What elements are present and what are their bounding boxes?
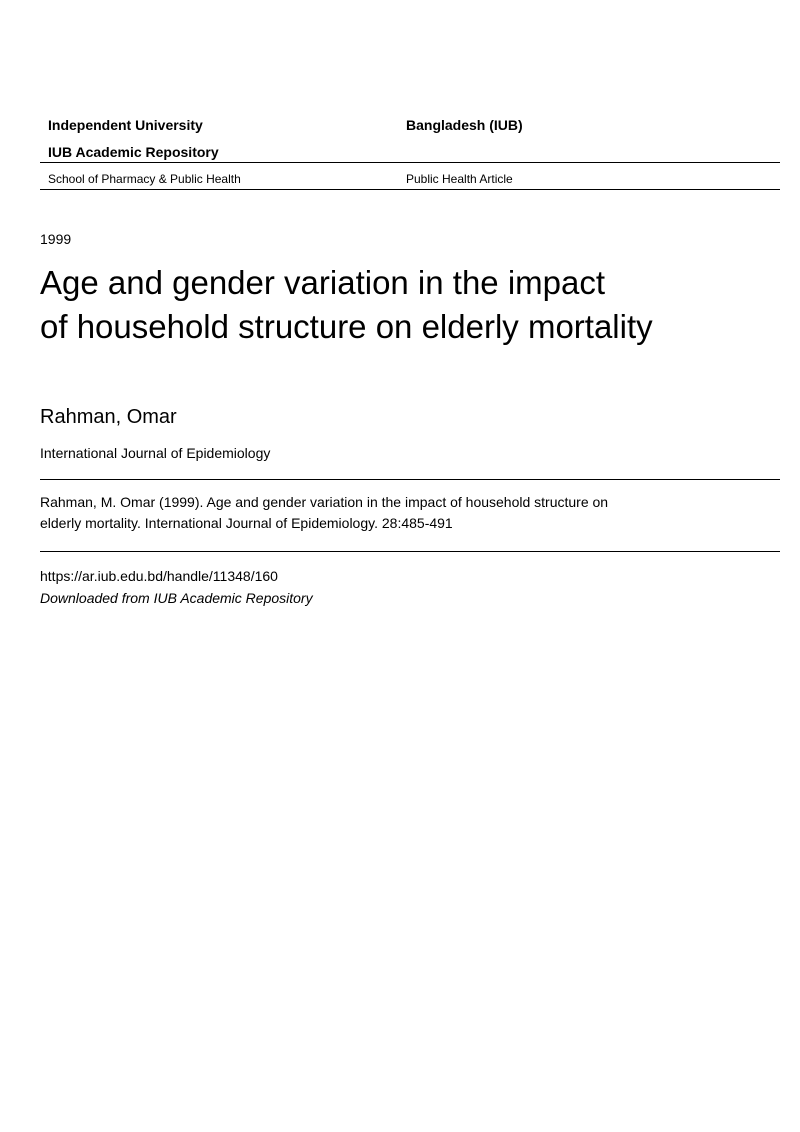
header-rule-top: [40, 162, 780, 163]
citation-rule-bottom: [40, 551, 780, 552]
citation-rule-top: [40, 479, 780, 480]
article-title-line-2: of household structure on elderly mortality: [40, 308, 653, 345]
citation-text: [40, 492, 740, 534]
publication-year: 1999: [40, 231, 72, 247]
downloaded-from-note: Downloaded from IUB Academic Repository: [40, 590, 313, 606]
citation-line-1: Rahman, M. Omar (1999). Age and gender variation in the impact of household structure on: [40, 494, 609, 510]
citation-line-2: elderly mortality. International Journal of Epidemiology. 28:485-491: [40, 515, 453, 531]
institution-name: Independent University: [48, 117, 203, 133]
article-title-line-1: Age and gender variation in the impact: [40, 264, 606, 301]
school-name: School of Pharmacy & Public Health: [48, 172, 241, 186]
header-rule-bottom: [40, 189, 780, 190]
handle-url-link[interactable]: https://ar.iub.edu.bd/handle/11348/160: [40, 568, 278, 584]
journal-name: International Journal of Epidemiology: [40, 445, 271, 461]
article-category: Public Health Article: [406, 172, 513, 186]
article-title: [40, 261, 740, 349]
author-name: Rahman, Omar: [40, 406, 177, 428]
institution-country: Bangladesh (IUB): [406, 117, 523, 133]
repository-name: IUB Academic Repository: [48, 144, 219, 160]
